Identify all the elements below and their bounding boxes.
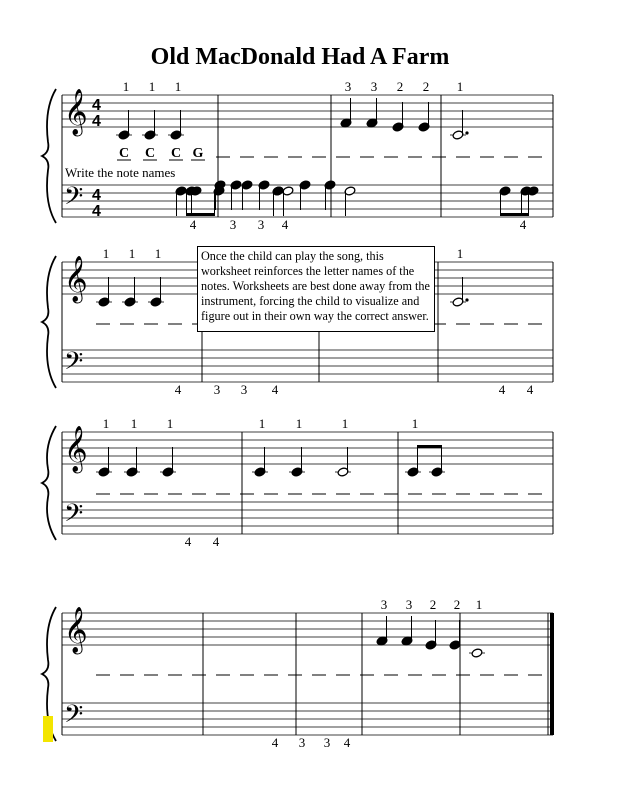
finger-number: 1 bbox=[411, 416, 419, 431]
finger-number: 3 bbox=[405, 597, 413, 612]
time-signature-lower: 4 bbox=[92, 203, 101, 220]
finger-number: 1 bbox=[166, 416, 174, 431]
letter-name: G bbox=[192, 146, 204, 161]
finger-number: 3 bbox=[213, 382, 221, 397]
finger-number: 4 bbox=[271, 735, 279, 750]
finger-number: 3 bbox=[257, 217, 265, 232]
treble-clef-icon: 𝄞 bbox=[64, 89, 88, 135]
finger-number: 2 bbox=[453, 597, 461, 612]
finger-number: 2 bbox=[396, 79, 404, 94]
finger-number: 3 bbox=[380, 597, 388, 612]
finger-number: 4 bbox=[189, 217, 197, 232]
finger-number: 4 bbox=[271, 382, 279, 397]
finger-number: 1 bbox=[122, 79, 130, 94]
finger-number: 3 bbox=[323, 735, 331, 750]
bass-clef-icon: 𝄢 bbox=[64, 700, 84, 735]
finger-number: 1 bbox=[102, 416, 110, 431]
eighth-beam bbox=[186, 213, 215, 216]
finger-number: 4 bbox=[519, 217, 527, 232]
time-signature-lower: 4 bbox=[92, 113, 101, 130]
finger-number: 1 bbox=[295, 416, 303, 431]
finger-number: 1 bbox=[456, 246, 464, 261]
finger-number: 4 bbox=[184, 534, 192, 549]
finger-number: 1 bbox=[475, 597, 483, 612]
letter-name: C bbox=[118, 146, 130, 161]
eighth-beam bbox=[500, 213, 529, 216]
finger-number: 1 bbox=[148, 79, 156, 94]
letter-name: C bbox=[170, 146, 182, 161]
bass-clef-icon: 𝄢 bbox=[64, 347, 84, 382]
finger-number: 1 bbox=[258, 416, 266, 431]
finger-number: 3 bbox=[240, 382, 248, 397]
finger-number: 1 bbox=[456, 79, 464, 94]
time-signature-upper: 4 bbox=[92, 97, 101, 114]
song-title: Old MacDonald Had A Farm bbox=[150, 44, 450, 70]
brace bbox=[42, 426, 56, 540]
treble-note-dot bbox=[465, 298, 468, 301]
treble-clef-icon: 𝄞 bbox=[64, 607, 88, 653]
finger-number: 1 bbox=[130, 416, 138, 431]
brace bbox=[42, 89, 56, 223]
finger-number: 2 bbox=[422, 79, 430, 94]
finger-number: 1 bbox=[341, 416, 349, 431]
staves-layer bbox=[42, 89, 554, 741]
bass-clef-icon: 𝄢 bbox=[64, 499, 84, 534]
time-signature-upper: 4 bbox=[92, 187, 101, 204]
finger-number: 4 bbox=[174, 382, 182, 397]
treble-note-dot bbox=[465, 131, 468, 134]
treble-clef-icon: 𝄞 bbox=[64, 256, 88, 302]
finger-number: 1 bbox=[154, 246, 162, 261]
eighth-beam bbox=[417, 445, 442, 448]
finger-number: 4 bbox=[212, 534, 220, 549]
finger-number: 3 bbox=[370, 79, 378, 94]
treble-note bbox=[471, 648, 483, 658]
teacher-note-box: Once the child can play the song, this worksheet reinforces the letter names of the notes. Worksheets are best done away from the instrument, forcing the child to visualize and figure out in their own way the correct answer. bbox=[197, 246, 435, 332]
finger-number: 3 bbox=[298, 735, 306, 750]
bass-clef-icon: 𝄢 bbox=[64, 182, 84, 217]
brace bbox=[42, 256, 56, 388]
finger-number: 4 bbox=[343, 735, 351, 750]
finger-number: 3 bbox=[229, 217, 237, 232]
treble-clef-icon: 𝄞 bbox=[64, 426, 88, 472]
instruction-text: Write the note names bbox=[65, 165, 176, 180]
finger-number: 1 bbox=[102, 246, 110, 261]
finger-number: 4 bbox=[281, 217, 289, 232]
final-barline-thick bbox=[550, 613, 554, 735]
finger-number: 4 bbox=[526, 382, 534, 397]
yellow-corner-mark bbox=[43, 716, 53, 742]
finger-number: 4 bbox=[498, 382, 506, 397]
letter-name: C bbox=[144, 146, 156, 161]
finger-number: 1 bbox=[128, 246, 136, 261]
finger-number: 1 bbox=[174, 79, 182, 94]
finger-number: 2 bbox=[429, 597, 437, 612]
finger-number: 3 bbox=[344, 79, 352, 94]
